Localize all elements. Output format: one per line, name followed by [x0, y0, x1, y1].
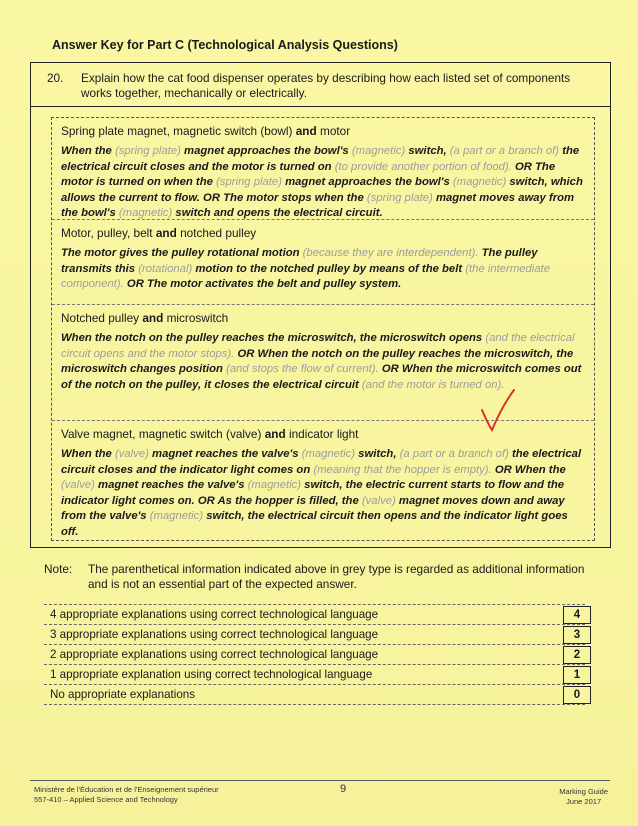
- answer-text: magnet reaches the valve's: [94, 479, 248, 491]
- section-heading: Motor, pulley, belt and notched pulley: [61, 226, 257, 240]
- supplementary-text: (a part or a branch of): [399, 448, 509, 460]
- supplementary-text: (valve): [361, 494, 396, 507]
- answer-text: switch,: [355, 448, 400, 460]
- supplementary-text: (because they are interdependent).: [302, 247, 479, 259]
- supplementary-text: (and stops the flow of current).: [226, 363, 379, 375]
- supplementary-text: (valve): [114, 448, 149, 460]
- answer-text: The motor gives the pulley rotational motion: [61, 247, 303, 259]
- answer-text: the electrical circuit: [61, 448, 582, 476]
- answer-text: When the notch on the pulley reaches the microswitch, the microswitch: [61, 332, 449, 344]
- page-footer: [30, 780, 610, 806]
- section-divider: [52, 219, 594, 220]
- supplementary-text: (magnetic): [452, 176, 507, 188]
- footer-course: 557-410 – Applied Science and Technology: [34, 795, 178, 804]
- score-row: 4 appropriate explanations using correct technological language 4: [44, 604, 585, 624]
- section-divider: [52, 304, 594, 305]
- answer-text: When the: [61, 448, 115, 460]
- score-box: 0: [563, 686, 591, 704]
- answer-section-3: [61, 311, 586, 393]
- score-row: 1 appropriate explanation using correct technological language 1: [44, 664, 585, 684]
- question-box: [30, 62, 611, 548]
- supplementary-text: (spring plate): [216, 176, 282, 188]
- score-box: 4: [563, 606, 591, 624]
- section-answer: [61, 246, 586, 293]
- score-row: No appropriate explanations 0: [44, 684, 585, 705]
- answer-text: switch,: [405, 145, 450, 157]
- answer-text: magnet moves away from the bowl's: [61, 191, 575, 219]
- section-heading: Spring plate magnet, magnetic switch (bowl) and motor: [61, 124, 351, 138]
- answer-section-4: [61, 427, 586, 540]
- score-table: [44, 604, 585, 705]
- note-text: The parenthetical information indicated above in grey type is regarded as additional information and is not an essential part of the expected answer.: [88, 562, 585, 591]
- note-label: Note:: [44, 562, 73, 576]
- question-text: Explain how the cat food dispenser operates by describing how each listed set of components works together, mechanically or electrically.: [81, 71, 571, 100]
- supplementary-text: (and the electrical circuit opens and the motor stops).: [61, 332, 575, 360]
- supplementary-text: (and the motor is turned on).: [361, 378, 505, 391]
- answer-text: switch, the electric current starts to flow and the indicator light comes on. OR As the hopper is filled, the: [61, 479, 565, 507]
- answer-section-1: [61, 124, 586, 222]
- emphasized-text: opens: [448, 332, 483, 344]
- footer-guide: Marking Guide: [559, 787, 608, 796]
- page-number: 9: [340, 783, 347, 795]
- answer-text: OR When the: [491, 463, 566, 476]
- check-mark-icon: [478, 386, 518, 436]
- supplementary-text: (a part or a branch of): [449, 145, 560, 157]
- score-box: 2: [563, 646, 591, 664]
- score-row: 2 appropriate explanations using correct technological language 2: [44, 644, 585, 664]
- section-heading: Valve magnet, magnetic switch (valve) and indicator light: [61, 427, 359, 441]
- section-answer: [61, 144, 586, 222]
- section-answer: [61, 447, 586, 540]
- section-answer: [61, 331, 586, 393]
- question-number: 20.: [47, 71, 64, 85]
- supplementary-text: (meaning that the hopper is empty).: [313, 463, 492, 476]
- answer-text: magnet approaches the bowl's: [281, 176, 453, 188]
- supplementary-text: (magnetic): [247, 479, 302, 491]
- supplementary-text: (valve): [61, 479, 95, 491]
- supplementary-text: (magnetic): [149, 510, 204, 522]
- answer-text: the electrical circuit: [61, 145, 580, 173]
- footer-ministry: Ministère de l'Éducation et de l'Enseignement supérieur: [34, 785, 219, 794]
- answer-text: magnet approaches the bowl's: [180, 145, 352, 157]
- answer-text: OR The motor is turned on when the: [61, 160, 556, 188]
- answer-text: magnet reaches the valve's: [148, 448, 302, 460]
- question-header: [31, 63, 610, 107]
- supplementary-text: (to provide another portion of food).: [334, 160, 512, 173]
- answer-text: and the indicator light comes on: [133, 463, 314, 476]
- answer-text: OR When the notch on the pulley reaches the microswitch, the microswitch changes position: [61, 347, 574, 375]
- supplementary-text: (rotational): [138, 262, 193, 275]
- answer-text: The pulley transmits this: [61, 247, 538, 275]
- emphasized-text: closes: [98, 463, 134, 476]
- supplementary-text: (the intermediate component).: [61, 262, 551, 290]
- answer-text: magnet moves down and away from the valve's: [61, 494, 565, 522]
- supplementary-text: (magnetic): [301, 448, 356, 460]
- supplementary-text: (magnetic): [118, 207, 173, 219]
- answer-text: switch and opens the electrical circuit.: [172, 207, 383, 219]
- emphasized-text: closes: [150, 160, 186, 173]
- answer-text: When the: [61, 145, 115, 157]
- footer-date: June 2017: [566, 797, 602, 806]
- score-row: 3 appropriate explanations using correct technological language 3: [44, 624, 585, 644]
- supplementary-text: (spring plate): [366, 191, 433, 204]
- answer-box: [51, 117, 595, 541]
- score-box: 1: [563, 666, 591, 684]
- supplementary-text: (magnetic): [351, 145, 406, 157]
- answer-text: motion to the notched pulley by means of the belt: [192, 262, 466, 275]
- answer-text: OR When the microswitch comes out of the notch on the pulley, it closes the electrical circuit: [61, 363, 582, 391]
- score-box: 3: [563, 626, 591, 644]
- answer-text: and the motor is turned on: [185, 160, 335, 173]
- section-heading: Notched pulley and microswitch: [61, 311, 229, 325]
- answer-text: switch, which allows the current to flow. OR The motor stops when the: [61, 176, 583, 204]
- answer-section-2: [61, 226, 586, 293]
- page-title: Answer Key for Part C (Technological Analysis Questions): [52, 38, 398, 52]
- answer-text: switch, the electrical circuit then opens and the indicator light goes off.: [61, 510, 568, 538]
- supplementary-text: (spring plate): [114, 145, 181, 157]
- answer-text: OR The motor activates the belt and pulley system.: [123, 278, 402, 290]
